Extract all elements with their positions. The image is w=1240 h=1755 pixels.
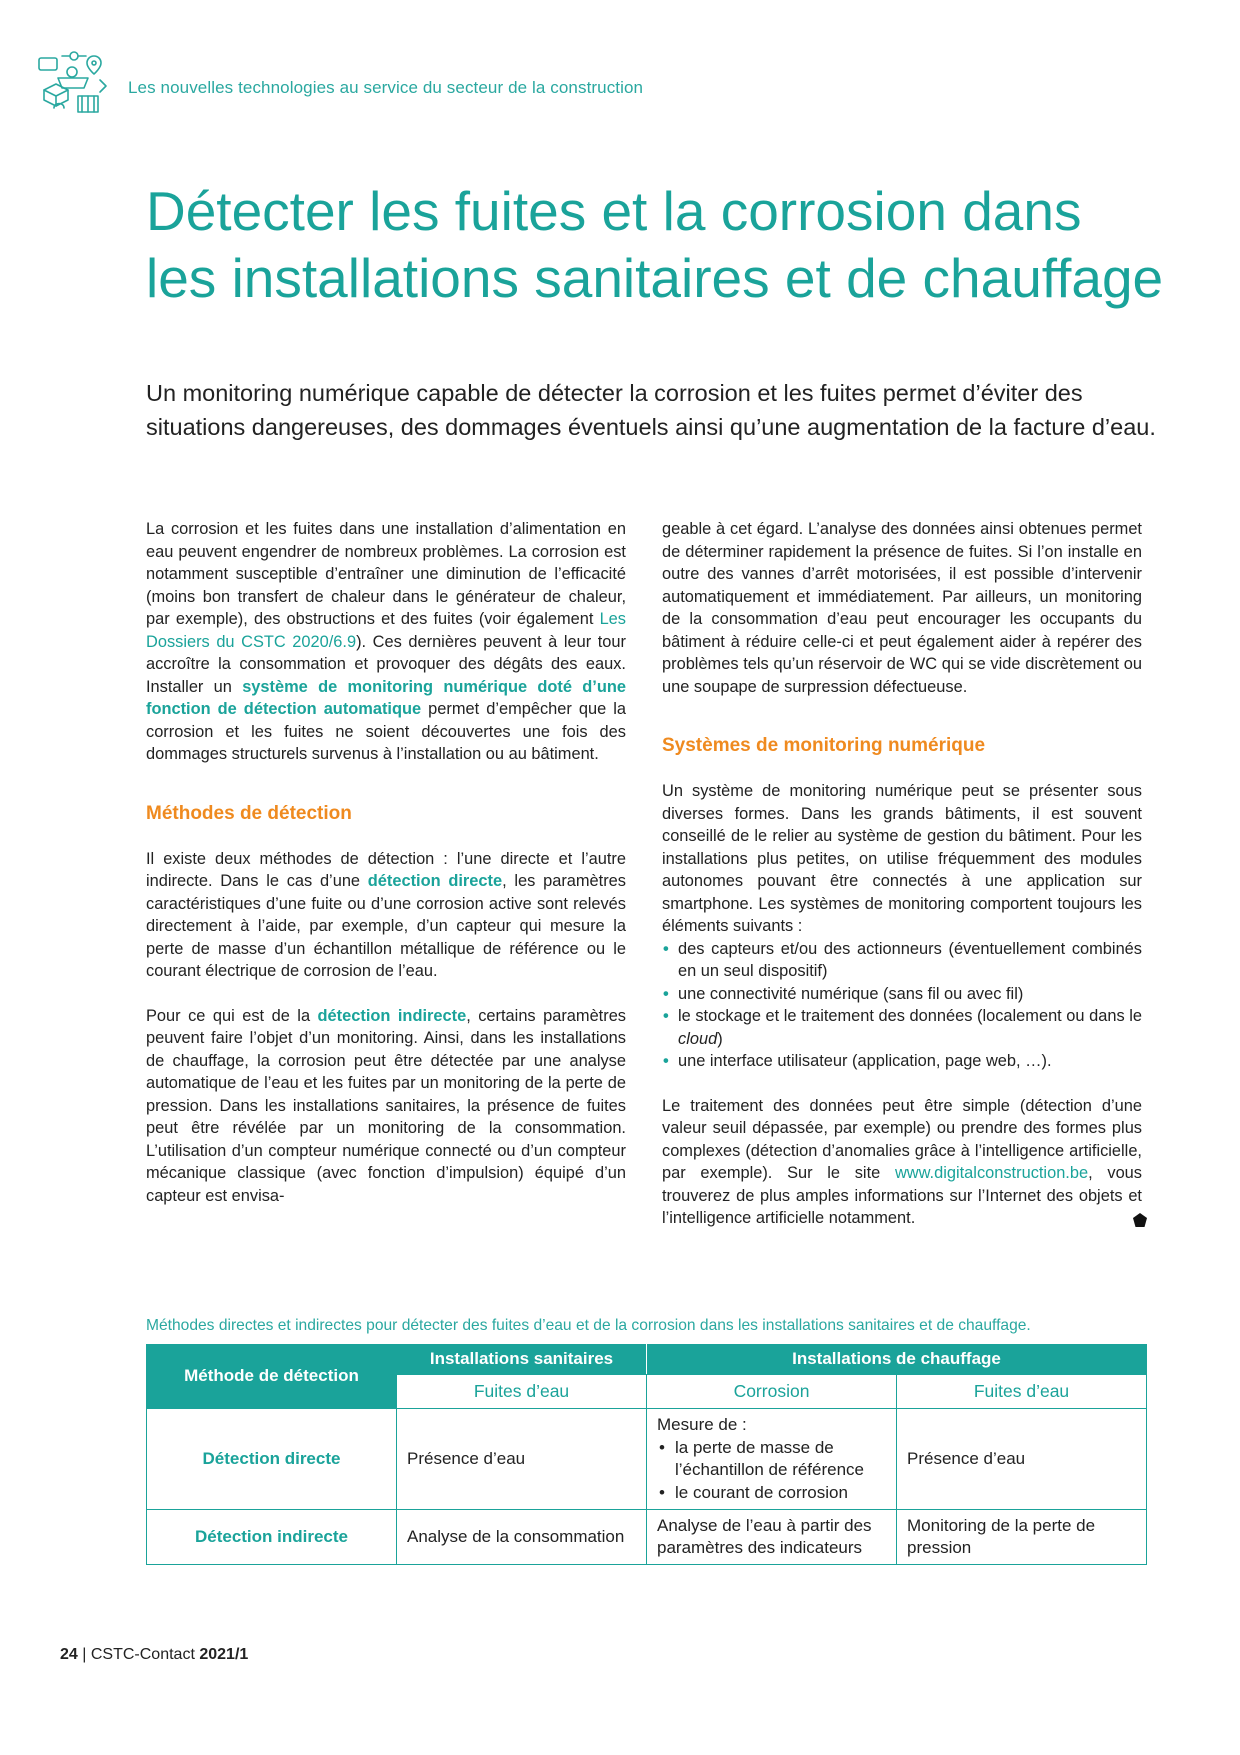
bullet-text-end: ) [717, 1029, 723, 1048]
systems-paragraph: Un système de monitoring numérique peut se présenter sous diverses formes. Dans les grands bâtiments, il est souvent conseillé de le relier au système de gestion du bâtiment. Pour les installations plus petites, on utilise fréquemment des modules autonomes pouvant être connectés à une application sur smartphone. Les systèmes de monitoring comportent toujours les éléments suivants : [662, 782, 1142, 935]
bullet-text: une interface utilisateur (application, page web, …). [678, 1052, 1052, 1070]
components-list [662, 938, 1142, 1073]
list-item [662, 938, 1142, 983]
lead-paragraph [146, 376, 1156, 444]
intro-text-b: ). Ces dernières peuvent à leur tour accroître la consommation et provoquer des dégâts des eaux. Installer un [146, 632, 626, 696]
cell-direct-heating-leaks: Présence d’eau [897, 1409, 1147, 1510]
cell-indirect-heating-leaks: Monitoring de la perte de pression [897, 1510, 1147, 1565]
title-line-1: Détecter les fuites et la corrosion dans [146, 180, 1082, 242]
processing-paragraph [662, 1095, 1142, 1230]
list-item [657, 1482, 886, 1505]
bullet-text: une connectivité numérique (sans fil ou avec fil) [678, 984, 1024, 1003]
indirect-detection-highlight: détection indirecte [317, 1006, 467, 1025]
lead-line-1: Un monitoring numérique capable de détecter la corrosion et les fuites permet d’éviter des [146, 380, 1083, 406]
cell-indirect-corrosion: Analyse de l’eau à partir des paramètres des indicateurs [647, 1510, 897, 1565]
methods-p2-text-b: , certains paramètres peuvent faire l’objet d’un monitoring. Ainsi, dans les installations de chauffage, la corrosion peut être détectée par une analyse automatique de l’eau et les fuites par un monitoring de la perte de pression. Dans les installations sanitaires, la présence de fuites peut être révélée par un monitoring de la consommation. L’utilisation d’un compteur numérique connecté ou d’un compteur mécanique classique (avec fonction d’impulsion) équipé d’un capteur est envisa- [146, 1006, 627, 1205]
cell-bullet-text: le courant de corrosion [675, 1482, 848, 1502]
running-head: Les nouvelles technologies au service du secteur de la construction [128, 78, 644, 97]
cell-indirect-sanitary: Analyse de la consommation [397, 1510, 647, 1565]
publication-name: CSTC-Contact [90, 1646, 195, 1663]
methods-paragraph-2 [146, 1005, 626, 1208]
bullet-icon: • [663, 939, 669, 958]
header-heating: Installations de chauffage [647, 1345, 1147, 1375]
list-item [657, 1437, 886, 1482]
page-footer [60, 1646, 248, 1664]
subheader-leaks-sanitary: Fuites d’eau [397, 1375, 647, 1409]
methods-p1-text-a: Il existe deux méthodes de détection : l’une directe et l’autre indirecte. Dans le cas d’une [146, 849, 626, 890]
subheader-corrosion: Corrosion [647, 1375, 897, 1409]
pentagon-end-mark-icon [1132, 1212, 1148, 1228]
list-item [662, 1050, 1142, 1073]
table-row [147, 1510, 1147, 1565]
bullet-icon: • [663, 1007, 669, 1025]
intro-text-a: La corrosion et les fuites dans une installation d’alimentation en eau peuvent engendrer de nombreux problèmes. La corrosion est notamment susceptible d’entraîner une diminution de l’efficacité (moins bon transfert de chaleur dans le générateur de chaleur, par exemple), des obstructions et des fuites (voir également [146, 520, 626, 628]
bullet-emphasis: cloud [678, 1029, 718, 1048]
title-line-2: les installations sanitaires et de chauffage [146, 247, 1164, 309]
bullet-text: des capteurs et/ou des actionneurs (éventuellement combinés en un seul dispositif) [678, 939, 1142, 980]
table-row [147, 1409, 1147, 1510]
digitalconstruction-link[interactable]: www.digitalconstruction.be [894, 1164, 1089, 1182]
lead-line-2: situations dangereuses, des dommages éventuels ainsi qu’une augmentation de la facture d’eau. [146, 414, 1156, 440]
cell-bullet-text: la perte de masse de l’échantillon de référence [675, 1437, 865, 1479]
construction-technologies-logo-icon [34, 50, 114, 120]
dossiers-link[interactable]: Les Dossiers du CSTC 2020/6.9 [146, 610, 626, 651]
row-header-indirect: Détection indirecte [147, 1510, 397, 1565]
bullet-text: le stockage et le traitement des données (localement ou dans le [678, 1007, 1142, 1025]
page-title [146, 178, 1164, 312]
footer-separator: | [82, 1646, 87, 1663]
left-column [146, 518, 626, 1207]
direct-detection-highlight: détection directe [367, 872, 503, 890]
bullet-icon: • [663, 1052, 669, 1070]
intro-paragraph [146, 518, 626, 766]
page-number: 24 [60, 1646, 78, 1663]
table-caption: Méthodes directes et indirectes pour détecter des fuites d’eau et de la corrosion dans les installations sanitaires et de chauffage. [146, 1317, 1031, 1334]
header-method: Méthode de détection [147, 1345, 397, 1409]
publication-issue: 2021/1 [199, 1646, 249, 1663]
cell-direct-sanitary: Présence d’eau [397, 1409, 647, 1510]
bullet-icon: • [659, 1482, 665, 1502]
processing-text-b: , vous trouverez de plus amples informations sur l’Internet des objets et l’intelligence artificielle notamment. [662, 1164, 1142, 1227]
row-header-direct: Détection directe [147, 1409, 397, 1510]
processing-text-a: Le traitement des données peut être simple (détection d’une valeur seuil dépassée, par exemple) ou prendre des formes plus complexes (détection d’anomalies grâce à l’intelligence artificielle, par exemple). Sur le site [662, 1096, 1142, 1182]
heading-monitoring-systems: Systèmes de monitoring numérique [662, 735, 986, 756]
right-column [662, 518, 1142, 1230]
header-sanitary: Installations sanitaires [397, 1345, 647, 1375]
cell-intro: Mesure de : [657, 1415, 747, 1434]
list-item [662, 1005, 1142, 1050]
methods-p2-text-a: Pour ce qui est de la [146, 1006, 318, 1025]
detection-methods-table [146, 1344, 1147, 1565]
continuation-paragraph: geable à cet égard. L’analyse des données ainsi obtenues permet de déterminer rapidement la présence de fuites. Si l’on installe en outre des vannes d’arrêt motorisées, il est possible d’intervenir automatiquement et immédiatement. Par ailleurs, un monitoring de la consommation d’eau peut encourager les occupants du bâtiment à réduire celle-ci et peut également aider à repérer des problèmes tels qu’un réservoir de WC qui se vide discrètement ou une soupape de surpression défectueuse. [662, 520, 1142, 696]
bullet-icon: • [659, 1437, 665, 1457]
methods-paragraph-1 [146, 848, 626, 983]
bullet-icon: • [663, 984, 669, 1003]
intro-highlight: système de monitoring numérique doté d’une fonction de détection automatique [146, 677, 626, 718]
heading-detection-methods: Méthodes de détection [146, 802, 352, 824]
methods-p1-text-b: , les paramètres caractéristiques d’une fuite ou d’une corrosion active sont relevés directement à l’aide, par exemple, d’un capteur qui mesure la perte de masse d’un échantillon métallique de référence ou le courant électrique de corrosion de l’eau. [146, 872, 626, 980]
subheader-leaks-heating: Fuites d’eau [897, 1375, 1147, 1409]
list-item [662, 983, 1142, 1006]
intro-text-c: permet d’empêcher que la corrosion et les fuites ne soient découvertes une fois des dommages structurels survenus à l’installation ou au bâtiment. [146, 700, 626, 763]
cell-direct-corrosion [647, 1409, 897, 1510]
cell-list [657, 1437, 886, 1505]
